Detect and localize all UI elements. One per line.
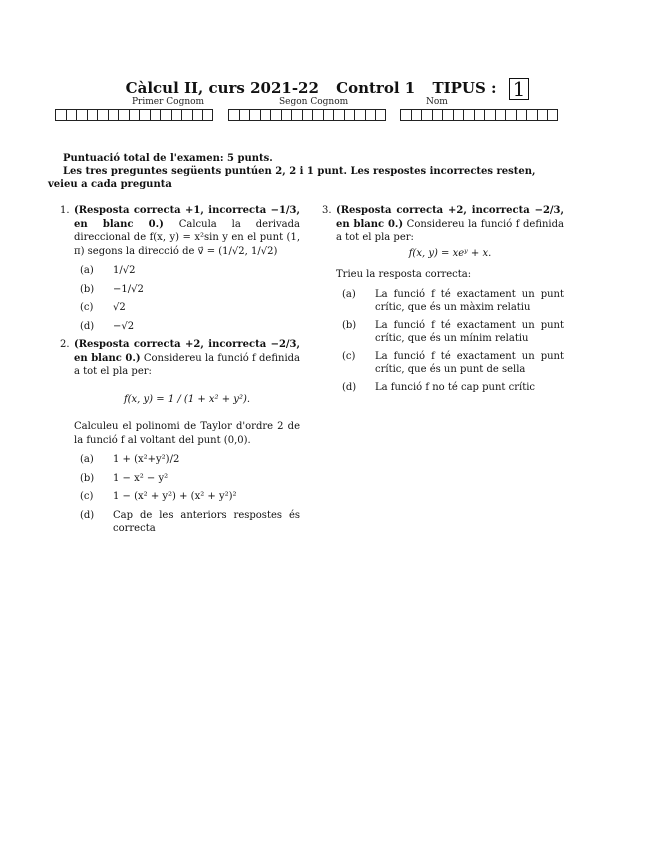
option-b[interactable]	[80, 472, 300, 486]
question-number: 3.	[322, 205, 332, 216]
segon-cognom-boxes[interactable]	[228, 109, 386, 121]
option-letter: (d)	[342, 381, 357, 393]
option-text: Cap de les anteriors respostes és correcta	[113, 509, 300, 534]
control-label: Control 1	[336, 79, 416, 97]
question-text: Considereu la funció f definida a tot el pla per:	[336, 218, 564, 243]
options-q1	[80, 264, 300, 333]
tipus-label: TIPUS :	[432, 79, 497, 97]
option-letter: (c)	[80, 302, 94, 313]
option-c[interactable]	[342, 350, 564, 377]
option-a[interactable]	[80, 264, 300, 278]
primer-cognom-boxes[interactable]	[55, 109, 213, 121]
option-text: 1 − x² − y²	[113, 472, 169, 484]
option-text: 1/√2	[113, 265, 136, 276]
question-2-text2: Calculeu el polinomi de Taylor d'ordre 2 de la funció f al voltant del punt (0,0).	[74, 421, 300, 446]
option-b[interactable]	[80, 283, 300, 297]
right-column	[322, 204, 564, 399]
field-label-primer-cognom: Primer Cognom	[132, 97, 205, 107]
question-text: Considereu la funció f definida a tot el pla per:	[74, 352, 301, 377]
question-3	[322, 204, 564, 245]
option-letter: (a)	[80, 265, 94, 276]
course-title: Càlcul II, curs 2021-22	[125, 79, 319, 97]
question-2-formula: f(x, y) = 1 / (1 + x² + y²).	[123, 393, 251, 405]
scoring-rules: Les tres preguntes següents puntúen 2, 2 i 1 punt. Les respostes incorrectes resten, veieu a cada pregunta	[48, 166, 536, 190]
option-letter: (b)	[80, 472, 95, 484]
option-a[interactable]	[342, 288, 564, 315]
option-text: La funció f té exactament un punt crític, que és un màxim relatiu	[375, 288, 564, 313]
question-3-text2: Trieu la resposta correcta:	[336, 269, 472, 280]
option-text: √2	[113, 302, 126, 313]
field-label-segon-cognom: Segon Cognom	[279, 97, 349, 107]
option-c[interactable]	[80, 301, 300, 315]
nom-boxes[interactable]	[400, 109, 558, 121]
option-text: 1 + (x²+y²)/2	[113, 454, 180, 465]
option-letter: (c)	[80, 491, 94, 502]
option-c[interactable]	[80, 490, 300, 504]
option-d[interactable]	[342, 381, 564, 395]
question-2	[60, 338, 300, 379]
option-text: −1/√2	[113, 283, 144, 295]
option-b[interactable]	[342, 319, 564, 346]
option-letter: (d)	[80, 320, 95, 332]
question-3-formula: f(x, y) = xeʸ + x.	[408, 247, 492, 259]
question-number: 2.	[60, 339, 70, 350]
question-number: 1.	[60, 205, 70, 216]
option-d[interactable]	[80, 509, 300, 536]
option-text: La funció f té exactament un punt crític, que és un mínim relatiu	[375, 319, 564, 344]
option-text: La funció f no té cap punt crític	[375, 381, 536, 393]
question-text: Calcula la derivada direccional de f(x, y) = x²sin y en el punt (1, π) segons la direcció de v⃗ = (1/√2, 1/√2)	[74, 218, 300, 257]
option-a[interactable]	[80, 453, 300, 467]
option-letter: (d)	[80, 509, 95, 521]
option-letter: (a)	[342, 288, 356, 300]
question-header: (Resposta correcta +2, incorrecta −2/3, en blanc 0.)	[74, 339, 300, 364]
option-text: −√2	[113, 320, 135, 332]
field-label-nom: Nom	[426, 97, 448, 107]
option-d[interactable]	[80, 320, 300, 334]
options-q3	[342, 288, 564, 395]
options-q2	[80, 453, 300, 536]
option-letter: (b)	[342, 319, 357, 331]
total-score: Puntuació total de l'examen: 5 punts.	[63, 153, 273, 164]
question-header: (Resposta correcta +2, incorrecta −2/3, en blanc 0.)	[336, 205, 564, 230]
tipus-value: 1	[509, 78, 530, 100]
option-letter: (b)	[80, 283, 95, 295]
question-header: (Resposta correcta +1, incorrecta −1/3, en blanc 0.)	[74, 205, 300, 230]
option-letter: (a)	[80, 454, 94, 465]
option-text: 1 − (x² + y²) + (x² + y²)²	[113, 491, 237, 502]
question-1	[60, 204, 300, 258]
option-letter: (c)	[342, 350, 356, 362]
option-text: La funció f té exactament un punt crític, que és un punt de sella	[375, 350, 564, 375]
left-column	[60, 204, 300, 541]
